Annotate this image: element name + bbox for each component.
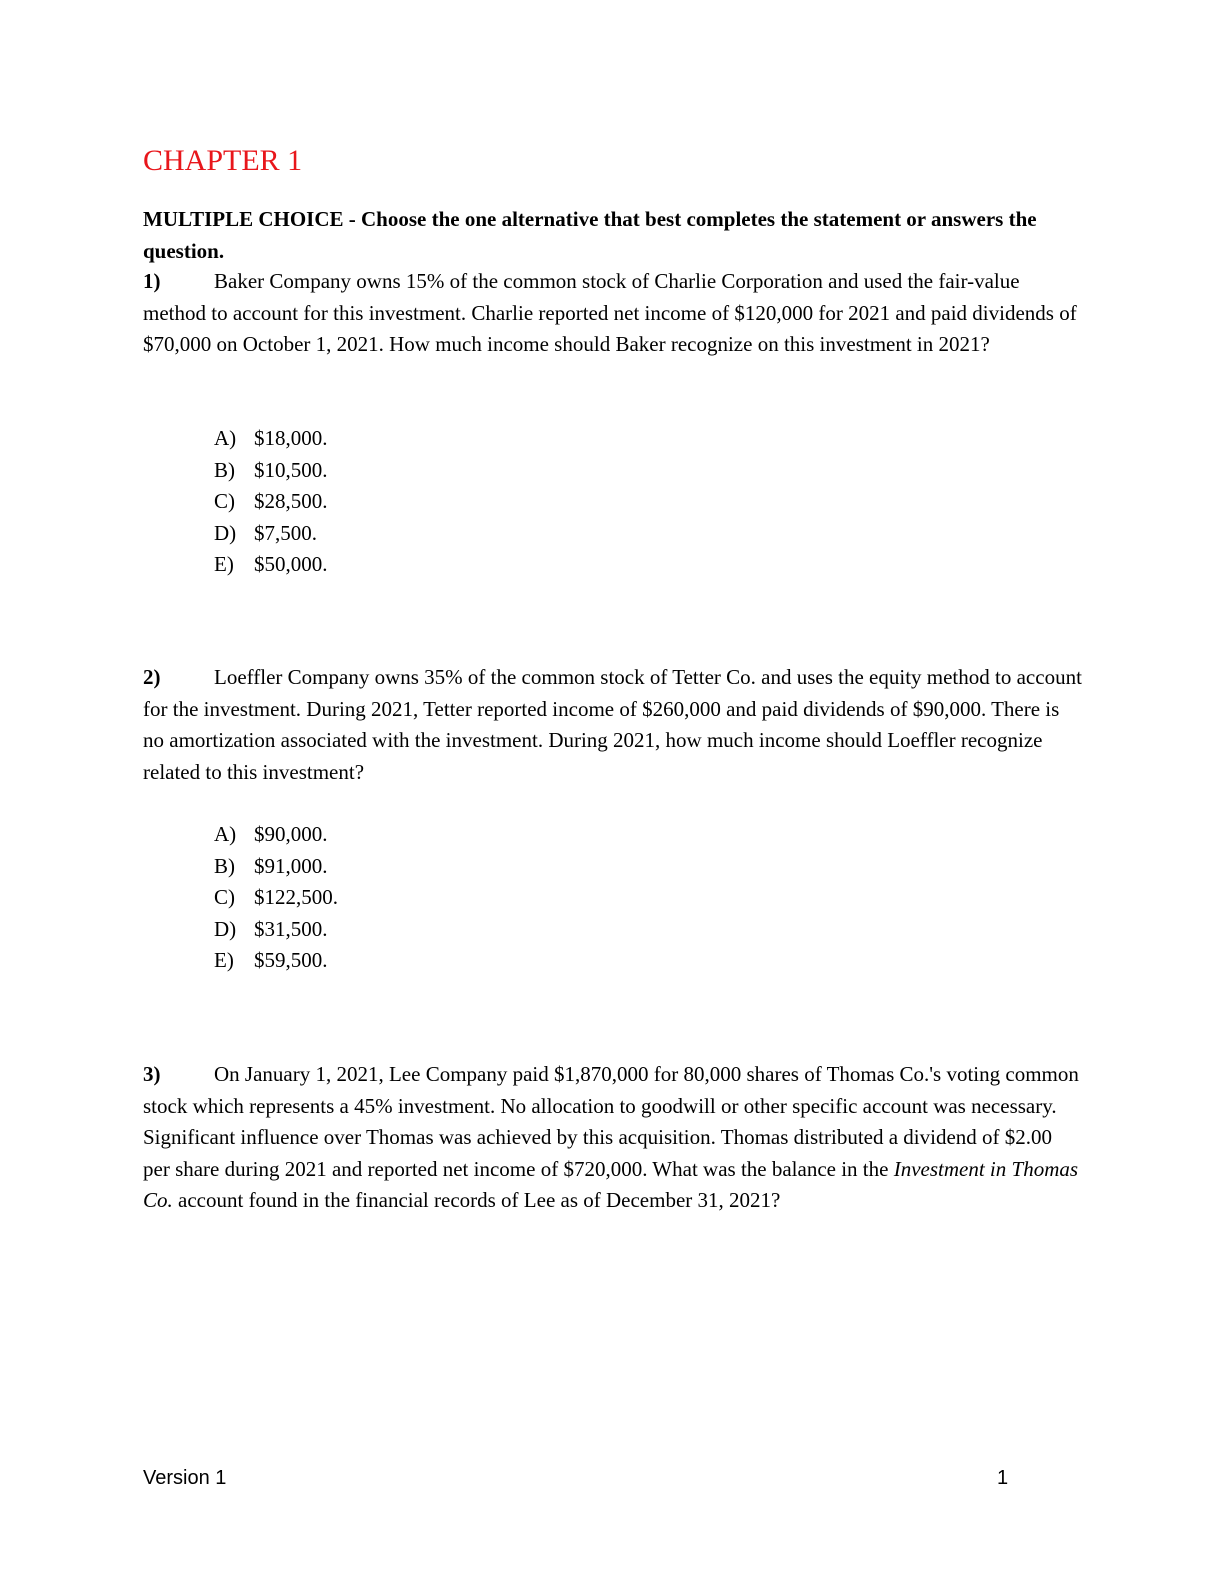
choice-item [214,455,328,487]
choice-letter: C) [214,489,235,513]
choice-letter: C) [214,885,235,909]
choice-item [214,882,338,914]
section-instructions: MULTIPLE CHOICE - Choose the one alternative that best completes the statement or answers the question. [143,207,1037,263]
question-number: 3) [143,1062,161,1086]
question-number: 2) [143,665,161,689]
choice-item [214,549,328,581]
choice-item [214,851,338,883]
choice-list-1 [214,423,328,581]
choice-text: $59,500. [254,948,328,972]
choice-item [214,819,338,851]
choice-letter: D) [214,520,237,545]
question-1 [143,266,1083,361]
choice-letter: A) [214,822,237,846]
choice-text: $31,500. [254,916,328,941]
choice-text: $91,000. [254,853,328,878]
account-name: Investment in Thomas Co. [143,1156,1079,1212]
choice-item [214,423,328,455]
choice-text: $7,500. [254,520,317,545]
question-3 [143,1059,1083,1217]
footer-version: Version 1 [143,1467,227,1489]
question-text: Loeffler Company owns 35% of the common stock of Tetter Co. and uses the equity method to account for the investment. During 2021, Tetter reported income of $260,000 and paid dividends of $90,000. There is no amortization associated with the investment. During 2021, how much income should Loeffler recognize related to this investment? [143,665,1082,784]
chapter-title: CHAPTER 1 [143,144,303,177]
question-2 [143,662,1083,788]
choice-item [214,945,338,977]
choice-letter: B) [214,457,235,482]
choice-item [214,518,328,550]
choice-list-2 [214,819,338,977]
choice-letter: E) [214,948,234,972]
question-text-end: account found in the financial records of Lee as of December 31, 2021? [172,1188,781,1212]
choice-item [214,914,338,946]
choice-letter: D) [214,916,237,941]
choice-item [214,486,328,518]
question-text: On January 1, 2021, Lee Company paid $1,870,000 for 80,000 shares of Thomas Co.'s voting common stock which represents a 45% investment. No allocation to goodwill or other specific account was necessary. Significant influence over Thomas was achieved by this acquisition. Thomas distributed a dividend of $2.00 per share during 2021 and reported net income of $720,000. What was the balance in the [143,1062,1079,1181]
choice-letter: B) [214,853,235,878]
footer-page-number: 1 [997,1467,1009,1489]
choice-text: $90,000. [254,822,328,846]
choice-text: $18,000. [254,426,328,450]
choice-text: $122,500. [254,885,338,909]
choice-text: $10,500. [254,457,328,482]
choice-text: $28,500. [254,489,328,513]
choice-letter: E) [214,552,234,576]
question-number: 1) [143,269,161,293]
question-text: Baker Company owns 15% of the common stock of Charlie Corporation and used the fair-value method to account for this investment. Charlie reported net income of $120,000 for 2021 and paid dividends of $70,000 on October 1, 2021. How much income should Baker recognize on this investment in 2021? [143,269,1077,356]
choice-letter: A) [214,426,237,450]
choice-text: $50,000. [254,552,328,576]
